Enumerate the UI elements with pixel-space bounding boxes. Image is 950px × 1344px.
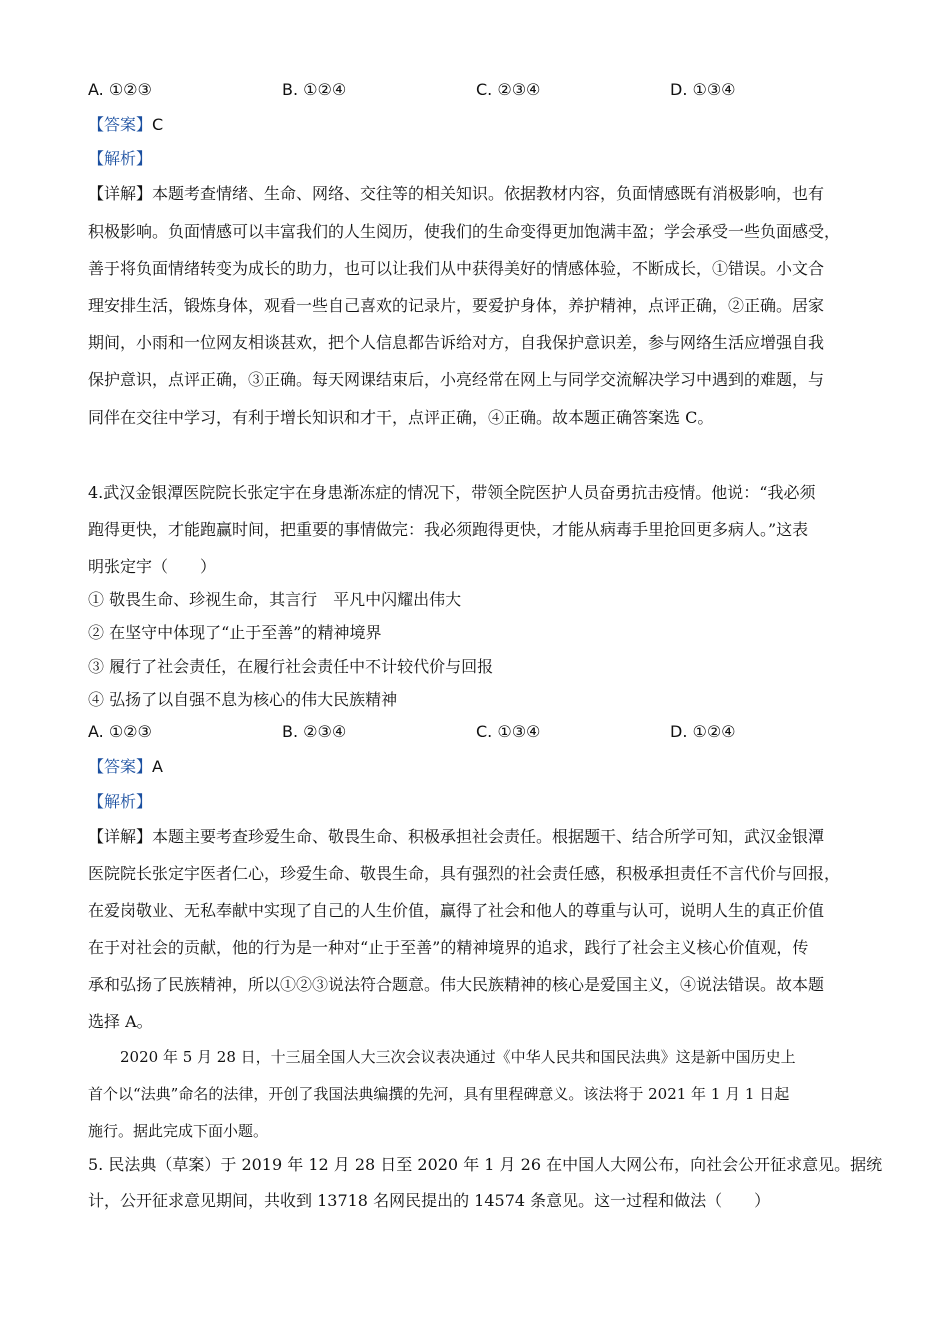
q4-stem-line: 明张定宇（ ） (88, 557, 217, 576)
q4-detail-tag: 【详解】 (88, 827, 153, 846)
q4-stem-line: 4.武汉金银潭医院院长张定宇在身患渐冻症的情况下，带领全院医护人员奋勇抗击疫情。他说：“我必须 (88, 483, 816, 502)
q3-analysis (88, 148, 878, 170)
q4-detail-line: 承和弘扬了民族精神，所以①②③说法符合题意。伟大民族精神的核心是爱国主义，④说法错误。故本题 (88, 975, 825, 994)
q4-detail-line: 在爱岗敬业、无私奉献中实现了自己的人生价值，赢得了社会和他人的尊重与认可，说明人生的真正价值 (88, 901, 825, 920)
q4-statement: ④ 弘扬了以自强不息为核心的伟大民族精神 (88, 690, 398, 709)
q4-answer-value: A (152, 757, 163, 776)
q3-answer-value: C (152, 115, 164, 134)
q3-detail-line (88, 183, 878, 205)
q3-detail-line: 同伴在交往中学习，有利于增长知识和才干，点评正确，④正确。故本题正确答案选 C。 (88, 408, 714, 427)
q3-detail-tag: 【详解】 (88, 184, 153, 203)
q4-detail-text: 本题主要考查珍爱生命、敬畏生命、积极承担社会责任。根据题干、结合所学可知，武汉金银潭 (152, 827, 825, 846)
q4-detail-line: 在于对社会的贡献，他的行为是一种对“止于至善”的精神境界的追求，践行了社会主义核心价值观，传 (88, 938, 809, 957)
q3-detail-line: 保护意识，点评正确，③正确。每天网课结束后，小亮经常在网上与同学交流解决学习中遇到的难题，与 (88, 370, 825, 389)
q3-option-d: D. ①③④ (670, 80, 736, 99)
q4-statement: ③ 履行了社会责任，在履行社会责任中不计较代价与回报 (88, 657, 494, 676)
q4-answer (88, 756, 878, 778)
q4-detail-line: 选择 A。 (88, 1012, 153, 1031)
q4-statement: ② 在坚守中体现了“止于至善”的精神境界 (88, 623, 382, 642)
q4-answer-tag: 【答案】 (88, 757, 153, 776)
q4-stem-line: 跑得更快，才能跑赢时间，把重要的事情做完：我必须跑得更快，才能从病毒手里抢回更多病人。”这表 (88, 520, 809, 539)
q3-option-b: B. ①②④ (282, 80, 347, 99)
q4-option-d: D. ①②④ (670, 722, 736, 741)
q3-detail-line: 积极影响。负面情感可以丰富我们的人生阅历，使我们的生命变得更加饱满丰盈；学会承受一些负面感受， (88, 222, 841, 241)
q4-statement: ① 敬畏生命、珍视生命，其言行 平凡中闪耀出伟大 (88, 590, 462, 609)
q3-answer-tag: 【答案】 (88, 115, 153, 134)
q3-detail-line: 理安排生活，锻炼身体，观看一些自己喜欢的记录片，要爱护身体，养护精神，点评正确，②正确。居家 (88, 296, 825, 315)
q4-option-c: C. ①③④ (476, 722, 541, 741)
q5-stem-line: 计，公开征求意见期间，共收到 13718 名网民提出的 14574 条意见。这一过程和做法（ ） (88, 1191, 771, 1210)
material-line: 施行。据此完成下面小题。 (88, 1122, 269, 1140)
q3-detail-line: 期间，小雨和一位网友相谈甚欢，把个人信息都告诉给对方，自我保护意识差，参与网络生活应增强自我 (88, 333, 825, 352)
q4-option-b: B. ②③④ (282, 722, 347, 741)
material-line: 2020 年 5 月 28 日，十三届全国人大三次会议表决通过《中华人民共和国民法典》这是新中国历史上 (120, 1048, 796, 1066)
q5-stem-line: 5. 民法典（草案）于 2019 年 12 月 28 日至 2020 年 1 月 26 在中国人大网公布，向社会公开征求意见。据统 (88, 1155, 883, 1174)
q3-analysis-tag: 【解析】 (88, 149, 153, 168)
q3-detail-text: 本题考查情绪、生命、网络、交往等的相关知识。依据教材内容，负面情感既有消极影响，也有 (152, 184, 825, 203)
q4-analysis-tag: 【解析】 (88, 792, 153, 811)
q4-analysis (88, 791, 878, 813)
q3-answer (88, 114, 878, 136)
q3-option-c: C. ②③④ (476, 80, 541, 99)
q4-option-a: A. ①②③ (88, 722, 152, 741)
material-line: 首个以“法典”命名的法律，开创了我国法典编撰的先河，具有里程碑意义。该法将于 2021 年 1 月 1 日起 (88, 1085, 790, 1103)
q3-option-a: A. ①②③ (88, 80, 152, 99)
q4-options (88, 722, 878, 744)
q3-detail-line: 善于将负面情绪转变为成长的助力，也可以让我们从中获得美好的情感体验，不断成长，①错误。小文合 (88, 259, 825, 278)
q3-options (88, 80, 878, 102)
q4-detail-line (88, 826, 878, 848)
q4-detail-line: 医院院长张定宇医者仁心，珍爱生命、敬畏生命，具有强烈的社会责任感，积极承担责任不言代价与回报， (88, 864, 841, 883)
